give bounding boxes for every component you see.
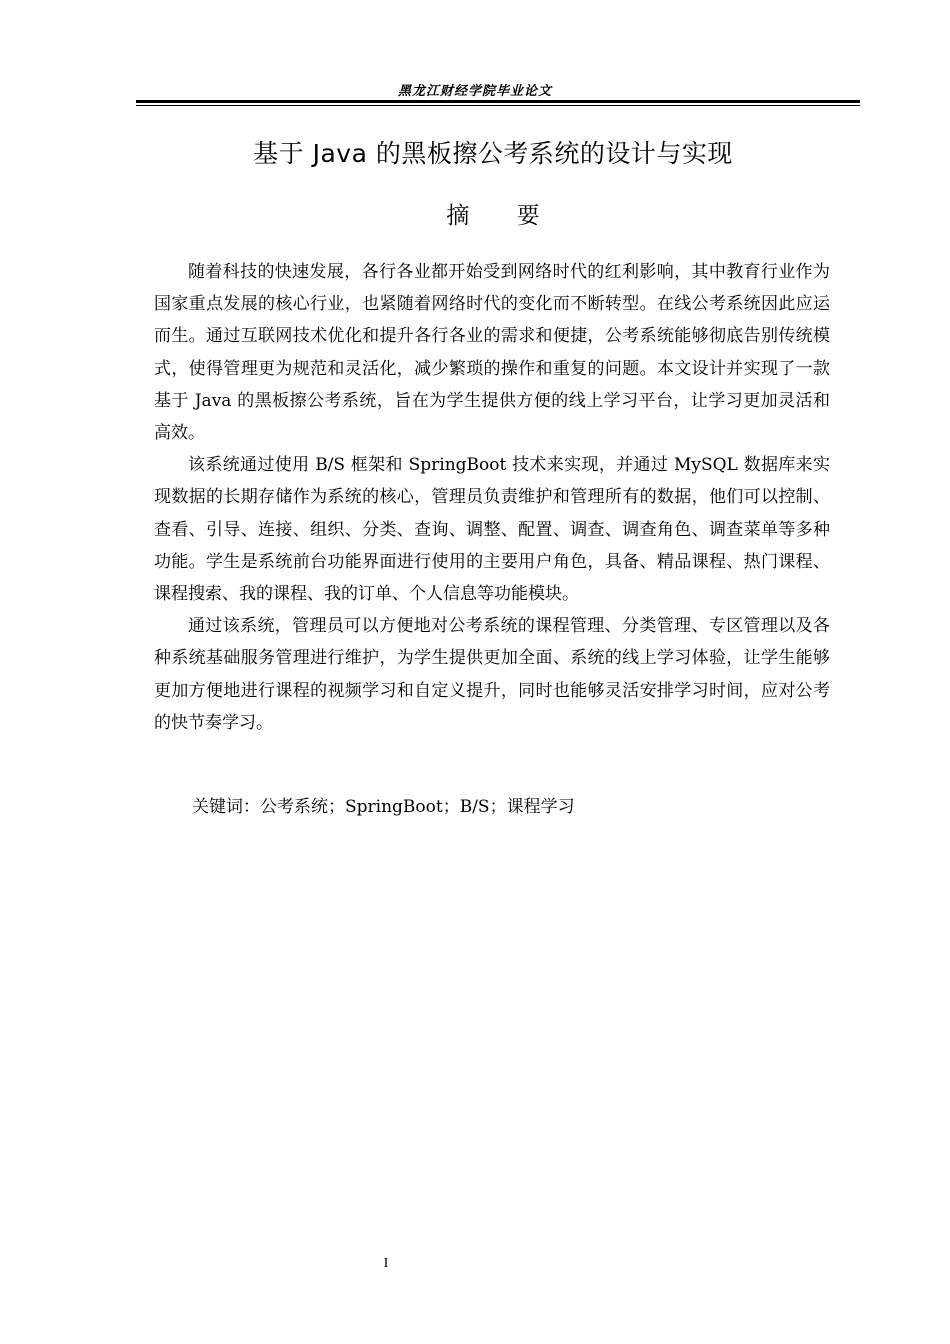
- document-title: 基于 Java 的黑板擦公考系统的设计与实现: [253, 139, 733, 168]
- page-header: 黑龙江财经学院毕业论文: [397, 84, 552, 99]
- keywords-label: 关键词：: [192, 797, 260, 817]
- abstract-paragraph-2: 该系统通过使用 B/S 框架和 SpringBoot 技术来实现，并通过 MySQL 数据库来实现数据的长期存储作为系统的核心，管理员负责维护和管理所有的数据，他们可以控制、查看、引导、连接、组织、分类、查询、调整、配置、调查、调查角色、调查菜单等多种功能。学生是系统前台功能界面进行使用的主要用户角色，具备、精品课程、热门课程、课程搜索、我的课程、我的订单、个人信息等功能模块。: [154, 455, 830, 605]
- page-number: I: [383, 1256, 389, 1271]
- header-rule-thin: [136, 105, 860, 106]
- keywords-value: 公考系统；SpringBoot；B/S；课程学习: [260, 797, 575, 817]
- abstract-body: [154, 256, 830, 739]
- keywords-line: [192, 791, 575, 823]
- header-rule-thick: [136, 100, 860, 103]
- abstract-paragraph-3: 通过该系统，管理员可以方便地对公考系统的课程管理、分类管理、专区管理以及各种系统基础服务管理进行维护，为学生提供更加全面、系统的线上学习体验，让学生能够更加方便地进行课程的视频学习和自定义提升，同时也能够灵活安排学习时间，应对公考的快节奏学习。: [154, 616, 830, 733]
- abstract-heading: 摘 要: [446, 203, 540, 229]
- abstract-paragraph-1: 随着科技的快速发展，各行各业都开始受到网络时代的红利影响，其中教育行业作为国家重点发展的核心行业，也紧随着网络时代的变化而不断转型。在线公考系统因此应运而生。通过互联网技术优化和提升各行各业的需求和便捷，公考系统能够彻底告别传统模式，使得管理更为规范和灵活化，减少繁琐的操作和重复的问题。本文设计并实现了一款基于 Java 的黑板擦公考系统，旨在为学生提供方便的线上学习平台，让学习更加灵活和高效。: [154, 262, 830, 444]
